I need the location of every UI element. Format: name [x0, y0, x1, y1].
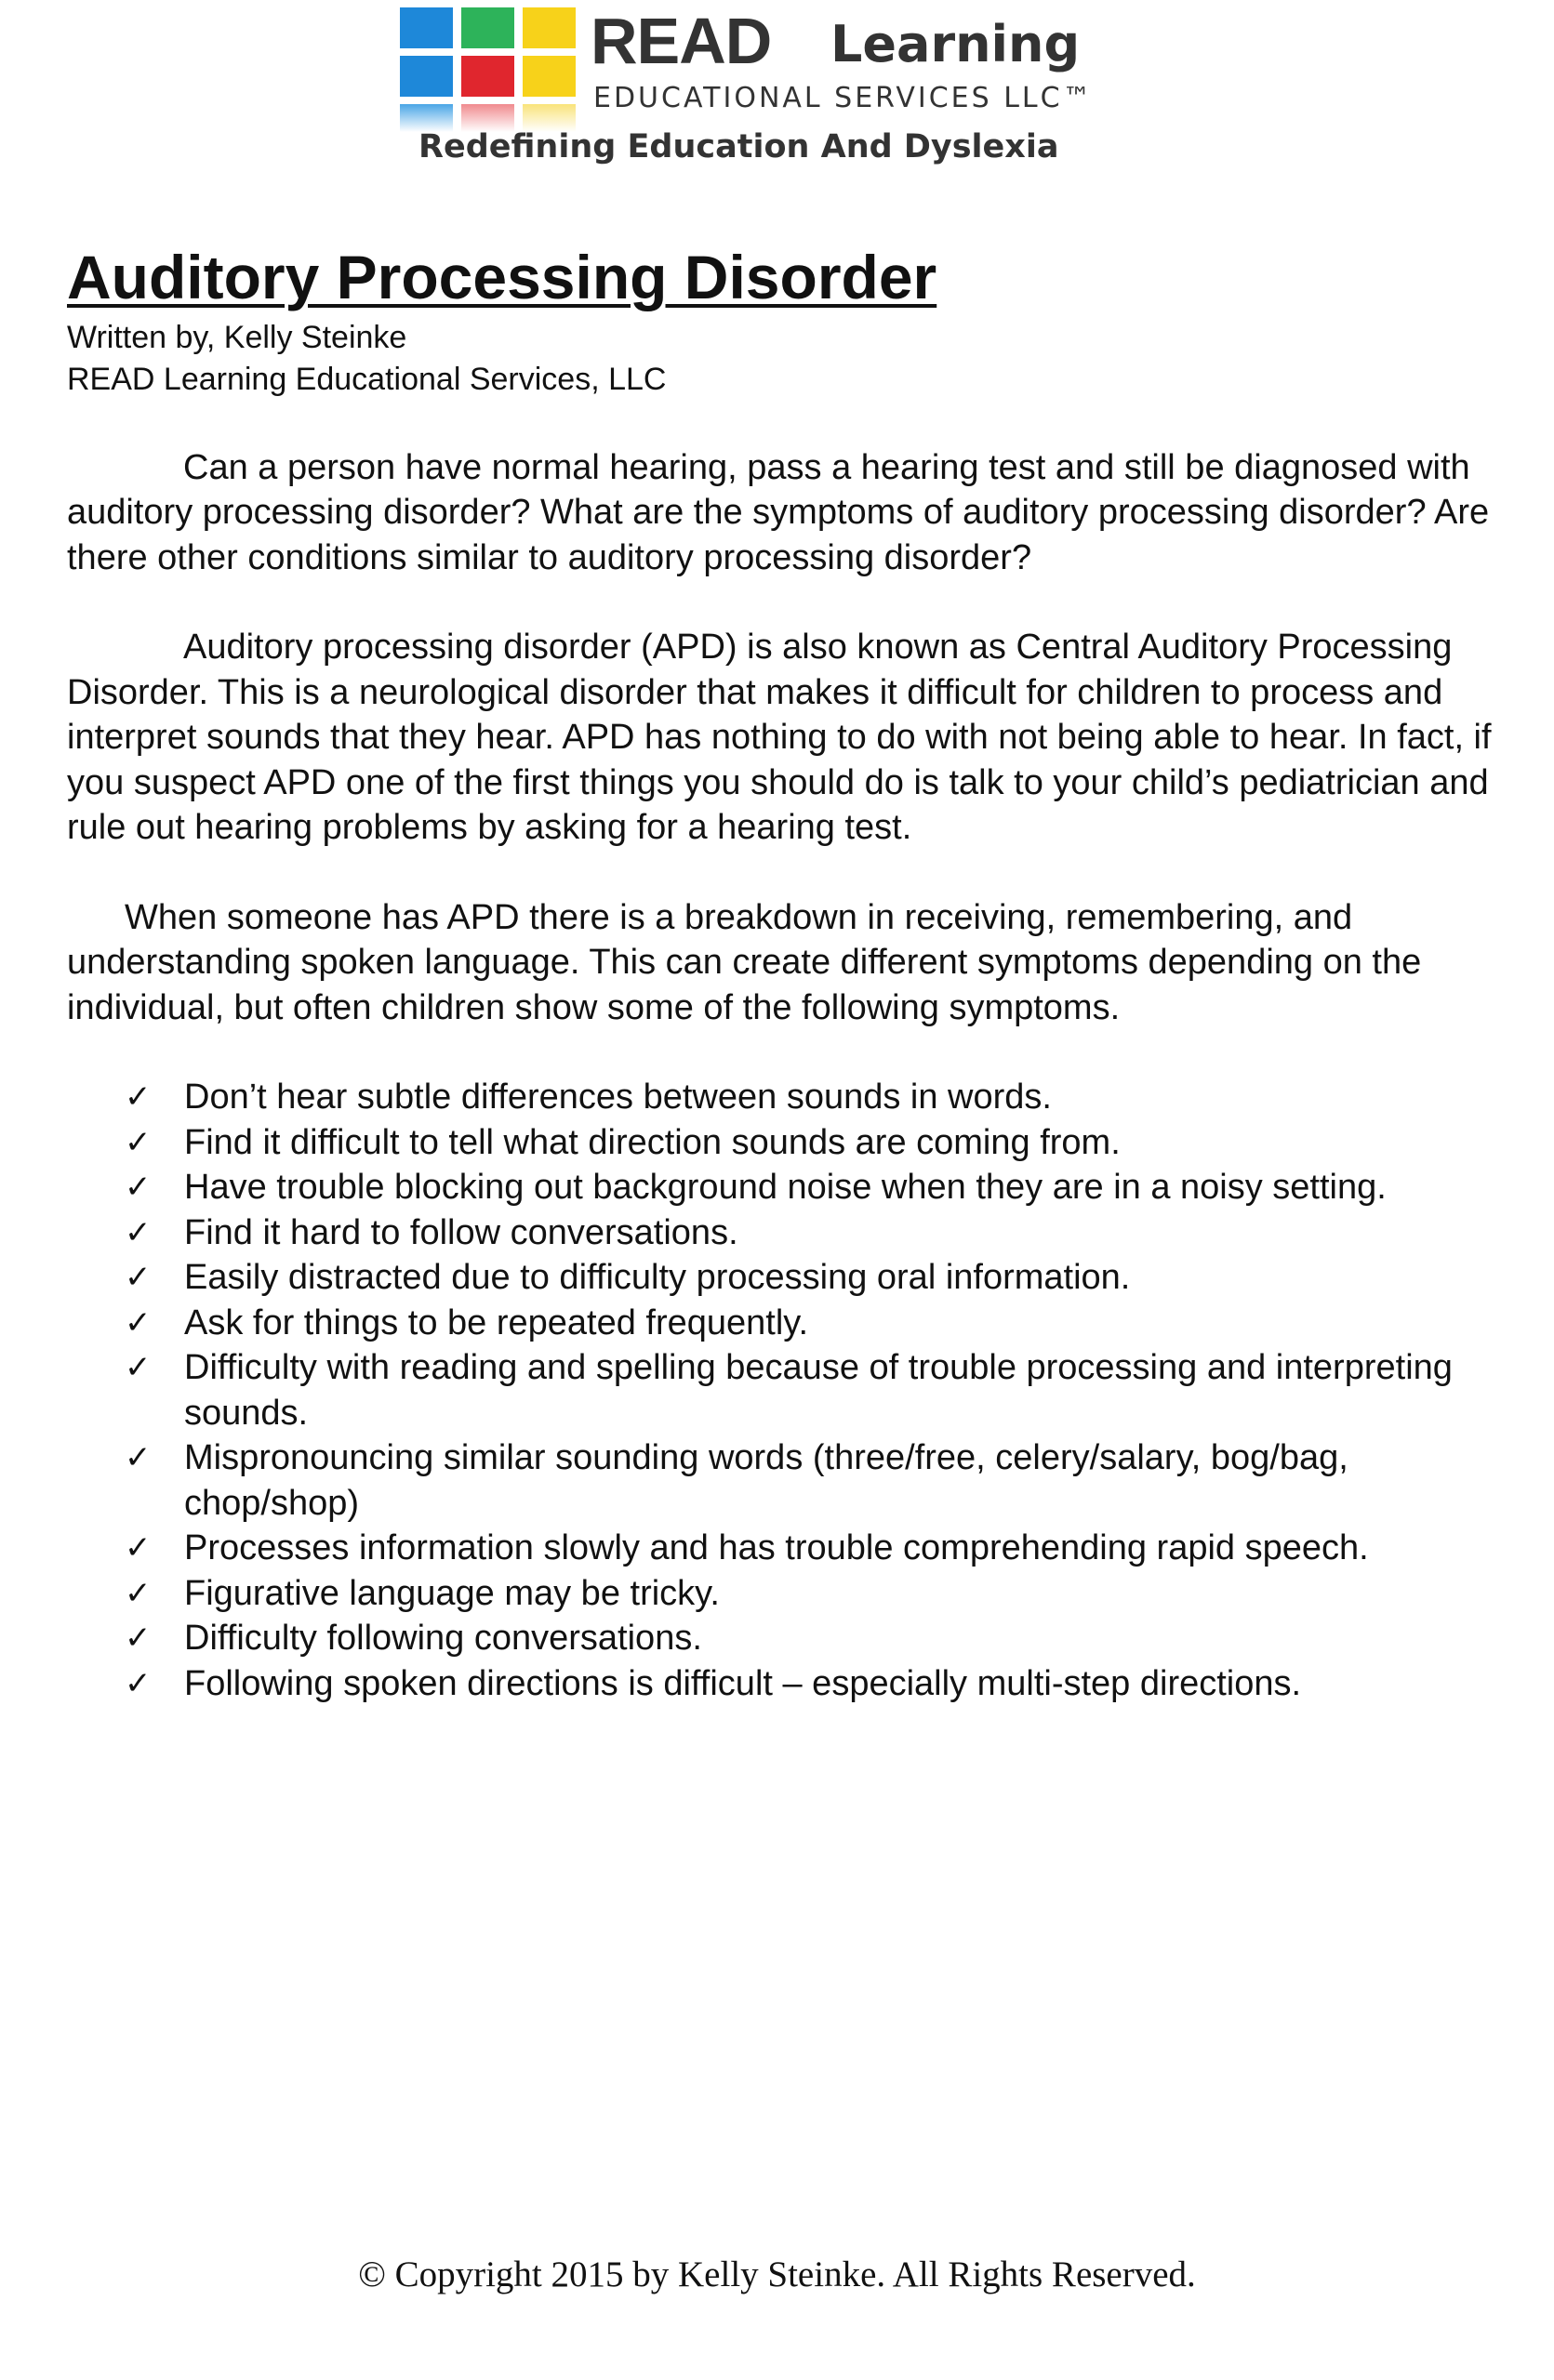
- symptom-text: Have trouble blocking out background noise when they are in a noisy setting.: [184, 1168, 1387, 1208]
- checkmark-icon: ✓: [125, 1259, 152, 1297]
- copyright-notice: © Copyright 2015 by Kelly Steinke. All Rights Reserved.: [358, 2254, 1196, 2294]
- logo-square-yellow-middle: [523, 56, 576, 97]
- symptom-item: [125, 1345, 1499, 1435]
- logo-brand-read: READ: [591, 5, 772, 77]
- symptom-text: Figurative language may be tricky.: [184, 1573, 720, 1613]
- symptom-checklist: [67, 1075, 1499, 1706]
- symptom-text: Processes information slowly and has trouble comprehending rapid speech.: [184, 1528, 1369, 1568]
- symptom-item: [125, 1301, 1499, 1346]
- logo-brand-learning: Learning: [830, 15, 1081, 73]
- company-logo: [400, 7, 1162, 170]
- definition-paragraph: Auditory processing disorder (APD) is also known as Central Auditory Processing Disorder. This is a neurological disorder that makes it difficult for children to process and interpret sounds that they hear. APD has nothing to do with not being able to hear. In fact, if you suspect APD one of the first things you should do is talk to your child’s pediatrician and rule out hearing problems by asking for a hearing test.: [67, 628, 1492, 848]
- symptom-text: Mispronouncing similar sounding words (three/free, celery/salary, bog/bag, chop/shop): [184, 1438, 1348, 1523]
- logo-tagline: Redefining Education And Dyslexia: [418, 128, 1059, 165]
- symptom-text: Following spoken directions is difficult – especially multi-step directions.: [184, 1663, 1302, 1703]
- symptom-item: [125, 1255, 1499, 1301]
- checkmark-icon: ✓: [125, 1349, 152, 1387]
- checkmark-icon: ✓: [125, 1303, 152, 1342]
- intro-paragraph: Can a person have normal hearing, pass a hearing test and still be diagnosed with auditory processing disorder? What are the symptoms of auditory processing disorder? Are there other conditions similar to auditory processing disorder?: [67, 447, 1490, 577]
- symptom-item: [125, 1616, 1499, 1661]
- symptom-item: [125, 1661, 1499, 1707]
- logo-subtitle: EDUCATIONAL SERVICES LLC™: [593, 82, 1094, 114]
- logo-square-blue-middle-left: [400, 56, 453, 97]
- checkmark-icon: ✓: [125, 1664, 152, 1702]
- symptom-item: [125, 1571, 1499, 1617]
- logo-square-yellow-top: [523, 7, 576, 48]
- logo-square-red-middle: [461, 56, 514, 97]
- symptom-text: Find it difficult to tell what direction sounds are coming from.: [184, 1122, 1121, 1162]
- byline: [67, 317, 1499, 401]
- organization-line: READ Learning Educational Services, LLC: [67, 361, 667, 397]
- symptom-item: [125, 1120, 1499, 1166]
- symptom-item: [125, 1165, 1499, 1210]
- symptom-item: [125, 1435, 1499, 1526]
- symptom-item: [125, 1075, 1499, 1120]
- logo-color-grid: [400, 7, 575, 138]
- symptom-text: Difficulty following conversations.: [184, 1619, 702, 1659]
- symptom-text: Ask for things to be repeated frequently.: [184, 1302, 809, 1342]
- symptom-item: [125, 1526, 1499, 1571]
- symptom-item: [125, 1210, 1499, 1256]
- checkmark-icon: ✓: [125, 1529, 152, 1567]
- symptom-text: Easily distracted due to difficulty processing oral information.: [184, 1258, 1131, 1298]
- article-title: Auditory Processing Disorder: [67, 243, 937, 311]
- symptom-text: Difficulty with reading and spelling because of trouble processing and interpreting sounds.: [184, 1348, 1453, 1433]
- author-line: Written by, Kelly Steinke: [67, 319, 407, 355]
- logo-square-blue-top-left: [400, 7, 453, 48]
- symptoms-intro-paragraph: When someone has APD there is a breakdown in receiving, remembering, and understanding spoken language. This can create different symptoms depending on the individual, but often children show some of the following symptoms.: [67, 897, 1422, 1027]
- symptom-text: Don’t hear subtle differences between sounds in words.: [184, 1078, 1052, 1117]
- checkmark-icon: ✓: [125, 1620, 152, 1658]
- checkmark-icon: ✓: [125, 1123, 152, 1161]
- checkmark-icon: ✓: [125, 1169, 152, 1207]
- article: [67, 244, 1499, 1706]
- logo-square-green-top: [461, 7, 514, 48]
- checkmark-icon: ✓: [125, 1574, 152, 1612]
- symptom-text: Find it hard to follow conversations.: [184, 1212, 738, 1252]
- checkmark-icon: ✓: [125, 1078, 152, 1117]
- checkmark-icon: ✓: [125, 1439, 152, 1477]
- checkmark-icon: ✓: [125, 1213, 152, 1251]
